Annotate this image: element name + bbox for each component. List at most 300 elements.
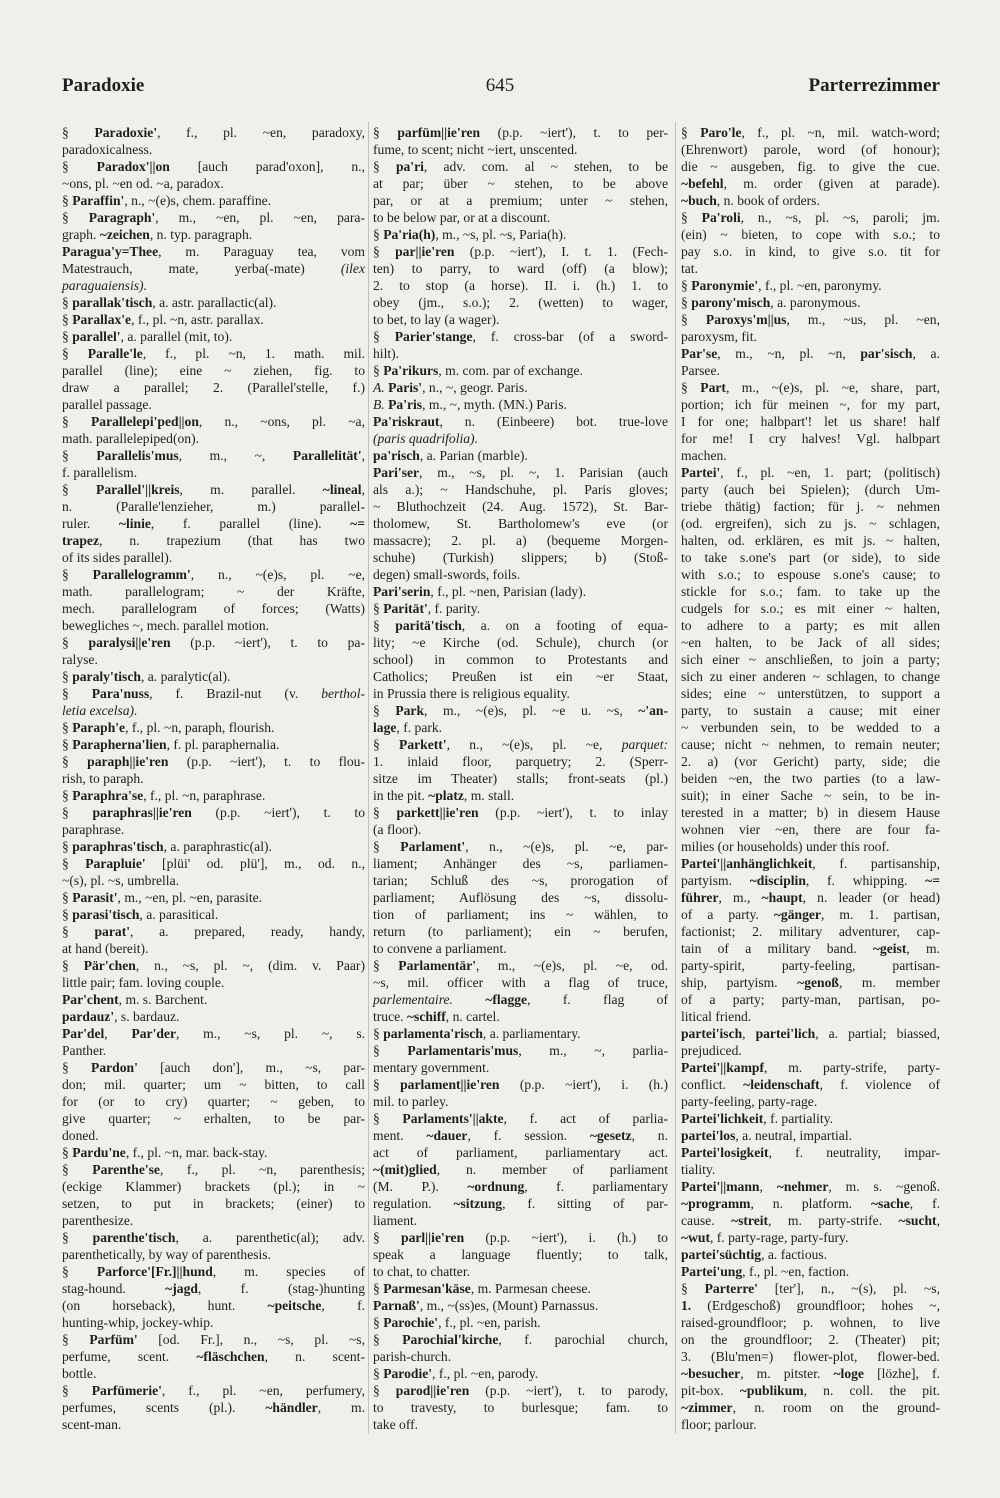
entry-line	[373, 532, 668, 549]
entry-line	[62, 430, 365, 447]
entry-text: §	[373, 227, 384, 242]
entry-line	[681, 464, 940, 481]
headword: Paradox'||on	[96, 159, 170, 174]
entry-text: cudgels for s.o.; es mit einer ~ halten,	[681, 601, 940, 616]
entry-line	[373, 1314, 668, 1331]
dictionary-entry	[373, 464, 668, 583]
headword: ~geist	[872, 941, 907, 956]
entry-line	[681, 1025, 940, 1042]
entry-text: , f., pl. ~en, 1. part; (politisch)	[720, 465, 940, 480]
headword: ~lineal	[322, 482, 362, 497]
entry-line	[373, 311, 668, 328]
entry-line	[62, 583, 365, 600]
entry-line	[681, 1348, 940, 1365]
headword: ~zimmer	[681, 1400, 733, 1415]
headword: Parlaments'||akte	[402, 1111, 504, 1126]
entry-line	[681, 1042, 940, 1059]
entry-text: massacre); 2. pl. a) (bequeme Morgen-	[373, 533, 668, 548]
entry-line	[62, 515, 365, 532]
entry-text: , m., ~n, pl. ~n,	[717, 346, 861, 361]
entry-text: , n.	[631, 1128, 668, 1143]
entry-text: , a. neutral, impartial.	[735, 1128, 853, 1143]
entry-text: hunting-whip, jockey-whip.	[62, 1315, 214, 1330]
headword: Partei'||mann	[681, 1179, 760, 1194]
entry-text: , f. act of parlia-	[503, 1111, 668, 1126]
entry-line	[681, 515, 940, 532]
entry-text: take off.	[373, 1417, 419, 1432]
entry-text: truce.	[373, 1009, 407, 1024]
dictionary-entry	[62, 447, 365, 481]
entry-text: , m., ~,	[178, 448, 293, 463]
entry-line	[373, 158, 668, 175]
headword: parkett||ie'ren	[396, 805, 479, 820]
entry-text: §	[62, 839, 73, 854]
entry-text: §	[62, 686, 92, 701]
headword: Para'nuss	[91, 686, 150, 701]
entry-line	[681, 175, 940, 192]
entry-text: (Ehrenwort) parole, word (of honour);	[681, 142, 940, 157]
entry-line	[62, 260, 365, 277]
entry-text: tholomew, St. Bartholomew's eve (or	[373, 516, 668, 531]
entry-text: , a. paronymous.	[770, 295, 861, 310]
entry-line	[681, 906, 940, 923]
entry-line	[62, 736, 365, 753]
entry-line	[681, 1144, 940, 1161]
entry-text: , f. partisanship,	[812, 856, 940, 871]
entry-text: portion; ich für meinen ~, for my part,	[681, 397, 940, 412]
entry-text: , f. flag of	[527, 992, 669, 1007]
entry-line	[62, 787, 365, 804]
entry-line	[681, 685, 940, 702]
entry-text: §	[62, 210, 89, 225]
headword: ~leidenschaft	[743, 1077, 820, 1092]
entry-line	[62, 1025, 365, 1042]
entry-line	[62, 1280, 365, 1297]
headword: Paroxys'm||us	[705, 312, 787, 327]
entry-text: §	[373, 1315, 384, 1330]
entry-line	[62, 549, 365, 566]
entry-text: , n. book of orders.	[716, 193, 820, 208]
headword: ~besucher	[681, 1366, 741, 1381]
entry-line	[373, 549, 668, 566]
headword: Partei'ung	[681, 1264, 743, 1279]
entry-text: §	[681, 380, 701, 395]
headword: Parterre'	[704, 1281, 758, 1296]
entry-line	[62, 243, 365, 260]
headword: Parapherna'lien	[72, 737, 167, 752]
entry-text: §	[62, 737, 73, 752]
entry-line	[62, 1127, 365, 1144]
entry-text: die ~ ausgeben, fig. to give the cue.	[681, 159, 940, 174]
entry-text: , f. pl. paraphernalia.	[166, 737, 280, 752]
entry-line	[62, 1297, 365, 1314]
entry-line	[62, 685, 365, 702]
headword: Parier'stange	[394, 329, 473, 344]
entry-text: , f., pl. ~en, perfumery,	[161, 1383, 365, 1398]
entry-line	[62, 1076, 365, 1093]
headword: ~sache	[870, 1196, 910, 1211]
headword: ~disciplin	[749, 873, 806, 888]
entry-line	[681, 1297, 940, 1314]
headword: ~peitsche	[267, 1298, 322, 1313]
headword: pardauz'	[62, 1009, 115, 1024]
entry-line	[373, 1195, 668, 1212]
entry-line	[681, 1263, 940, 1280]
headword: pa'ri	[395, 159, 424, 174]
column-3	[681, 124, 940, 1433]
entry-text: fume, to scent; nicht ~iert, unscented.	[373, 142, 578, 157]
entry-line	[681, 1212, 940, 1229]
entry-text: math. parallelogram; ~ der Kräfte,	[62, 584, 365, 599]
dictionary-entry	[62, 345, 365, 413]
headword: Pa'ria(h)	[383, 227, 436, 242]
entry-text: triebe thätig) faction; für j. ~ nehmen	[681, 499, 940, 514]
entry-text: , m., ~s, pl. ~, s.	[176, 1026, 366, 1041]
entry-text: at hand (bereit).	[62, 941, 149, 956]
entry-line	[681, 481, 940, 498]
dictionary-entry	[373, 243, 668, 328]
dictionary-entry	[373, 617, 668, 702]
entry-text: ~s, mil. officer with a flag of truce,	[373, 975, 668, 990]
entry-line	[373, 838, 668, 855]
dictionary-entry	[373, 1076, 668, 1110]
headword: ~genoß	[797, 975, 839, 990]
dictionary-entry	[62, 481, 365, 566]
headword: Part	[700, 380, 726, 395]
entry-text: , f. parochial church,	[498, 1332, 668, 1347]
entry-line	[681, 1110, 940, 1127]
entry-text: paroxysm, fit.	[681, 329, 757, 344]
dictionary-entry	[681, 1127, 940, 1144]
entry-text: , m., ~s, pl. ~, 1. Parisian (auch	[419, 465, 668, 480]
entry-text: return (to parliament); ein ~ berufen,	[373, 924, 668, 939]
entry-text: degen) small-swords, foils.	[373, 567, 521, 582]
entry-text: machen.	[681, 448, 727, 463]
entry-text: ~(s), pl. ~s, umbrella.	[62, 873, 180, 888]
entry-text: , a. astr. parallactic(al).	[152, 295, 277, 310]
entry-line	[373, 379, 668, 396]
headword: Paraphra'se	[72, 788, 144, 803]
entry-text: §	[62, 1060, 92, 1075]
entry-text: §	[373, 329, 395, 344]
headword: ~(mit)glied	[373, 1162, 437, 1177]
entry-text: , m. parallel.	[179, 482, 323, 497]
headword: lage	[373, 720, 397, 735]
dictionary-entry	[62, 294, 365, 311]
headword: Paradoxie'	[94, 125, 158, 140]
entry-line	[681, 141, 940, 158]
entry-text: §	[373, 1026, 384, 1041]
headword: Pardu'ne	[72, 1145, 126, 1160]
dictionary-entry	[373, 1365, 668, 1382]
entry-line	[373, 1008, 668, 1025]
headword: paraly'tisch	[72, 669, 141, 684]
entry-line	[373, 1399, 668, 1416]
entry-line	[373, 1025, 668, 1042]
entry-text: pay s.o. in kind, to give s.o. tit for	[681, 244, 940, 259]
entry-line	[373, 1229, 668, 1246]
entry-text: , f. partiality.	[763, 1111, 834, 1126]
entry-text: §	[62, 295, 73, 310]
entry-text: , m. pitster.	[740, 1366, 834, 1381]
entry-text: §	[62, 635, 89, 650]
entry-line	[62, 974, 365, 991]
entry-line	[373, 413, 668, 430]
entry-line	[62, 1382, 365, 1399]
entry-text: liament.	[373, 1213, 418, 1228]
entry-text: hilt).	[373, 346, 400, 361]
headword: parenthe'tisch	[92, 1230, 176, 1245]
entry-text: §	[373, 244, 396, 259]
entry-text: §	[62, 448, 97, 463]
headword: Paronymie'	[691, 278, 759, 293]
entry-text: (p.p. ~iert'), t. to inlay	[478, 805, 668, 820]
dictionary-entry	[62, 991, 365, 1008]
entry-text: , m. 1. partisan,	[820, 907, 940, 922]
entry-line	[373, 498, 668, 515]
entry-line	[62, 991, 365, 1008]
entry-text: , m., ~en, pl. ~en, parasite.	[117, 890, 263, 905]
entry-text: §	[62, 924, 95, 939]
entry-line	[681, 1314, 940, 1331]
entry-line	[62, 600, 365, 617]
dictionary-entry	[62, 855, 365, 889]
dictionary-entry	[373, 804, 668, 838]
entry-line	[681, 566, 940, 583]
dictionary-entry	[373, 838, 668, 957]
dictionary-entry	[62, 1144, 365, 1161]
entry-text: , m., ~(e)s, pl. ~e, od.	[476, 958, 668, 973]
entry-line	[681, 974, 940, 991]
entry-line	[62, 889, 365, 906]
dictionary-entry	[681, 1025, 940, 1059]
entry-line	[681, 1195, 940, 1212]
entry-text: Parsee.	[681, 363, 720, 378]
entry-line	[681, 617, 940, 634]
entry-line	[373, 651, 668, 668]
entry-text: §	[62, 890, 73, 905]
entry-text: ,	[742, 1026, 756, 1041]
entry-line	[373, 328, 668, 345]
entry-text: , n. typ. paragraph.	[149, 227, 253, 242]
dictionary-entry	[62, 328, 365, 345]
headword: Parlamentär'	[398, 958, 477, 973]
headword: ~befehl	[681, 176, 724, 191]
headword: ~zeichen	[99, 227, 150, 242]
dictionary-entry	[62, 1331, 365, 1382]
entry-line	[373, 1127, 668, 1144]
dictionary-entry	[373, 1280, 668, 1297]
entry-text: , n. cartel.	[445, 1009, 500, 1024]
headword: ~loge	[833, 1366, 864, 1381]
entry-text: §	[62, 805, 93, 820]
entry-text: to adhere to a party; es mit allen	[681, 618, 940, 633]
entry-text: §	[62, 193, 73, 208]
entry-line	[373, 209, 668, 226]
dictionary-entry	[373, 158, 668, 226]
entry-text: give quarter; ~ erhalten, to be par-	[62, 1111, 365, 1126]
entry-text: , n., ~s, pl. ~, (dim. v. Paar)	[135, 958, 365, 973]
entry-line	[62, 1008, 365, 1025]
entry-text: , f., pl. ~en, parish.	[438, 1315, 541, 1330]
entry-line	[62, 855, 365, 872]
headword: par'sisch	[860, 346, 913, 361]
entry-text: par, or at a premium; unter ~ stehen,	[373, 193, 668, 208]
headword: Parnaß'	[373, 1298, 420, 1313]
dictionary-entry	[62, 209, 365, 243]
entry-text: , f., pl. ~en, faction.	[742, 1264, 850, 1279]
dictionary-entry	[62, 1008, 365, 1025]
dictionary-entry	[62, 1161, 365, 1229]
entry-text: [plüi' od. plü'], m., od. n.,	[145, 856, 365, 871]
entry-text: mentary government.	[373, 1060, 490, 1075]
headword: Pa'ris	[388, 397, 423, 412]
entry-line	[373, 600, 668, 617]
entry-text: act of parliament, parliamentary act.	[373, 1145, 668, 1160]
entry-text: §	[373, 1077, 401, 1092]
dictionary-entry	[62, 787, 365, 804]
entry-text: §	[681, 278, 692, 293]
entry-text: §	[62, 414, 91, 429]
headword: parallel'	[72, 329, 121, 344]
entry-text: , m.	[906, 941, 940, 956]
entry-text: §	[62, 567, 93, 582]
entry-text: , f. parliamentary	[524, 1179, 669, 1194]
entry-text: , f. neutrality, impar-	[768, 1145, 940, 1160]
entry-line	[62, 481, 365, 498]
headword: Parkett'	[399, 737, 447, 752]
entry-line	[681, 736, 940, 753]
entry-text: , f., pl. ~en, paradoxy,	[157, 125, 366, 140]
entry-text: , adv. com. al ~ stehen, to be	[423, 159, 668, 174]
entry-line	[373, 566, 668, 583]
entry-text: tat.	[681, 261, 698, 276]
entry-line	[681, 396, 940, 413]
headword: Partei'||kampf	[681, 1060, 765, 1075]
headword: Parochie'	[383, 1315, 439, 1330]
entry-text: sich einer ~ anschließen, to join a party;	[681, 652, 940, 667]
entry-line	[373, 464, 668, 481]
entry-text: school) in common to Protestants and	[373, 652, 668, 667]
entry-text: §	[373, 958, 399, 973]
entry-text: stickle for s.o.; fam. to take up the	[681, 584, 940, 599]
headword: Pari'ser	[373, 465, 420, 480]
entry-line	[62, 1331, 365, 1348]
entry-text: speak a language fluently; to talk,	[373, 1247, 668, 1262]
headword: ~jagd	[165, 1281, 198, 1296]
headword: parat'	[94, 924, 130, 939]
entry-text: §	[681, 312, 706, 327]
column-1	[62, 124, 365, 1433]
entry-text: on the groundfloor; 2. (Theater) pit;	[681, 1332, 940, 1347]
entry-text: to bet, to lay (a wager).	[373, 312, 500, 327]
headword: Pär'chen	[83, 958, 136, 973]
headword: Parität'	[383, 601, 428, 616]
entry-line	[62, 1110, 365, 1127]
entry-text: parenthesize.	[62, 1213, 134, 1228]
entry-text: , n., ~(e)s, pl. ~e,	[446, 737, 622, 752]
entry-line	[681, 1127, 940, 1144]
entry-text: , m. species of	[212, 1264, 365, 1279]
entry-line	[681, 260, 940, 277]
entry-line	[681, 821, 940, 838]
entry-text: ,	[104, 1026, 132, 1041]
headword: parfüm||ie'ren	[397, 125, 481, 140]
entry-text: , n. member of parliament	[436, 1162, 668, 1177]
column-divider	[675, 122, 676, 1434]
headword: Parallelepi'ped||on	[90, 414, 199, 429]
headword: Parochial'kirche	[402, 1332, 499, 1347]
entry-text: §	[62, 1162, 93, 1177]
entry-line	[62, 294, 365, 311]
entry-text: §	[373, 159, 396, 174]
entry-text: [auch don'], m., ~s, par-	[137, 1060, 365, 1075]
entry-text: for (or to cry) quarter; ~ geben, to	[62, 1094, 365, 1109]
right-running-head: Parterrezimmer	[808, 75, 940, 96]
entry-text: , n. leader (or head)	[802, 890, 940, 905]
entry-line	[681, 1280, 940, 1297]
dictionary-entry	[681, 1059, 940, 1110]
entry-line	[62, 1093, 365, 1110]
entry-line	[681, 787, 940, 804]
entry-line	[373, 583, 668, 600]
entry-text: scent-man.	[62, 1417, 122, 1432]
entry-text: (eckige Klammer) brackets (pl.); in ~	[62, 1179, 365, 1194]
entry-text: doned.	[62, 1128, 99, 1143]
entry-line	[681, 583, 940, 600]
entry-line	[62, 1229, 365, 1246]
entry-text: (p.p. ~iert'), i. (h.)	[499, 1077, 668, 1092]
entry-line	[373, 906, 668, 923]
entry-text: for me! I cry halves! Vgl. halbpart	[681, 431, 940, 446]
headword: ~händler	[265, 1400, 318, 1415]
entry-text: §	[62, 720, 73, 735]
entry-line	[681, 1059, 940, 1076]
entry-text: , a. parenthetic(al); adv.	[175, 1230, 365, 1245]
dictionary-entry	[681, 1110, 940, 1127]
entry-line	[62, 1161, 365, 1178]
entry-text: parish-church.	[373, 1349, 452, 1364]
headword: führer	[681, 890, 719, 905]
entry-text: (p.p. ~iert'), t. to per-	[480, 125, 668, 140]
entry-text: n. (Paralle'lenzieher, m.) parallel-	[62, 499, 365, 514]
entry-text: in the pit.	[373, 788, 429, 803]
entry-line	[681, 1382, 940, 1399]
italic-text: B.	[373, 397, 389, 412]
entry-line	[62, 770, 365, 787]
entry-text: , m., ~, myth. (MN.) Paris.	[422, 397, 567, 412]
entry-line	[373, 1042, 668, 1059]
headword: ~buch	[681, 193, 717, 208]
entry-text: , f., pl. ~n, paraph, flourish.	[125, 720, 275, 735]
entry-text: , n., ~s, pl. ~s, paroli; jm.	[740, 210, 940, 225]
headword: ~dauer	[426, 1128, 468, 1143]
headword: paraphras||ie'ren	[92, 805, 192, 820]
entry-text: , f. parallel (line).	[150, 516, 351, 531]
dictionary-entry	[681, 345, 940, 379]
entry-line	[373, 821, 668, 838]
entry-line	[681, 158, 940, 175]
dictionary-entry	[373, 1314, 668, 1331]
entry-text: parallel passage.	[62, 397, 152, 412]
entry-line	[62, 617, 365, 634]
italic-text: berthol-	[321, 686, 365, 701]
entry-text: , m., ~(e)s, pl. ~e, share, part,	[725, 380, 940, 395]
entry-text: 2. a) (vor Gericht) party, side; die	[681, 754, 940, 769]
headword: Parapluie'	[85, 856, 146, 871]
entry-text: sitze im Theater) stalls; front-seats (pl.)	[373, 771, 668, 786]
entry-text: , m., ~(ss)es, (Mount) Parnassus.	[419, 1298, 599, 1313]
